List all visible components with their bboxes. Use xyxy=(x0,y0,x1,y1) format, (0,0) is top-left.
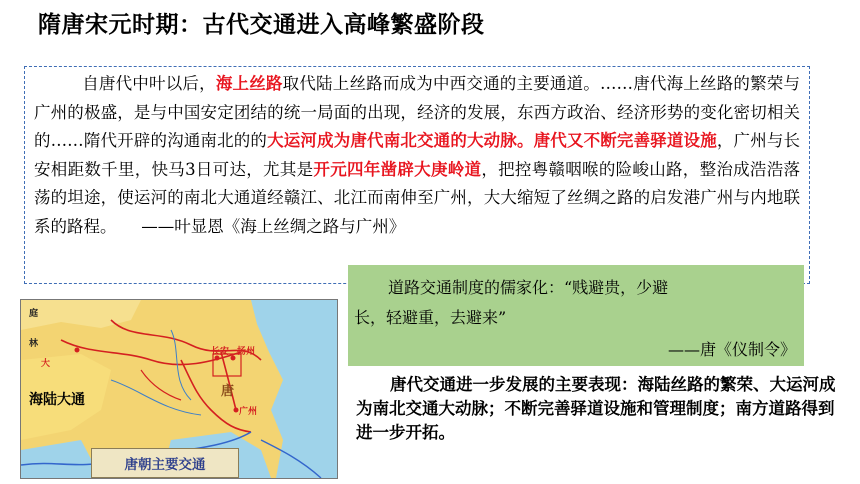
map-region-label: 唐 xyxy=(221,384,235,399)
quote-part-2: 取代陆上丝路而成为中西交通的主要通道。……唐代海上丝路的繁荣与广州的极盛，是与中国安定团结的统一局面的出现，经济的发展，东西方政治、经济形势的变化密切相关的……隋代开辟的沟通南北的的 xyxy=(34,74,801,151)
tang-transport-map xyxy=(20,299,338,479)
quote-highlight-grand-canal: 大运河成为唐代南北交通的大动脉。唐代又不断完善驿道设施 xyxy=(267,131,717,151)
map-city-label: 广州 xyxy=(239,407,258,417)
map-city-label: 大 xyxy=(41,359,51,369)
slide-title: 隋唐宋元时期：古代交通进入高峰繁盛阶段 xyxy=(38,12,485,38)
map-city-label: 扬州 xyxy=(237,347,256,357)
map-city-label: 林 xyxy=(29,339,39,349)
map-route-label: 海陆大通 xyxy=(29,392,85,408)
quote-part-4: ，把控粤赣咽喉的险峻山路，整治成浩浩落荡的坦途，使运河的南北大通道经赣江、北江而南伸至广州，大大缩短了丝绸之路的启发港广州与内地联系的路程。 ——叶显恩《海上丝绸之路与广州》 xyxy=(34,159,801,236)
map-city-label: 长安 xyxy=(211,347,230,357)
summary-body: 唐代交通进一步发展的主要表现：海陆丝路的繁荣、大运河成为南北交通大动脉；不断完善驿道设施和管理制度；南方道路得到进一步开拓。 xyxy=(356,375,836,442)
quote-part-3: ，广州与长安相距数千里，快马3日可达，尤其是 xyxy=(34,131,801,179)
summary-text xyxy=(356,373,836,445)
rule-source: ——唐《仪制令》 xyxy=(667,340,796,359)
quote-highlight-dayu-pass: 开元四年凿辟大庚岭道 xyxy=(313,159,482,179)
tang-rule-box xyxy=(348,265,804,366)
map-caption: 唐朝主要交通 xyxy=(91,448,239,478)
rule-line-2: 长，轻避重，去避来” xyxy=(354,308,507,327)
map-city-label: 庭 xyxy=(29,309,39,319)
quote-part-1: 自唐代中叶以后， xyxy=(82,74,216,93)
historical-quote xyxy=(34,70,800,242)
quote-highlight-maritime-silk-road: 海上丝路 xyxy=(215,74,283,93)
rule-line-1: 道路交通制度的儒家化：“贱避贵，少避 xyxy=(388,278,669,297)
